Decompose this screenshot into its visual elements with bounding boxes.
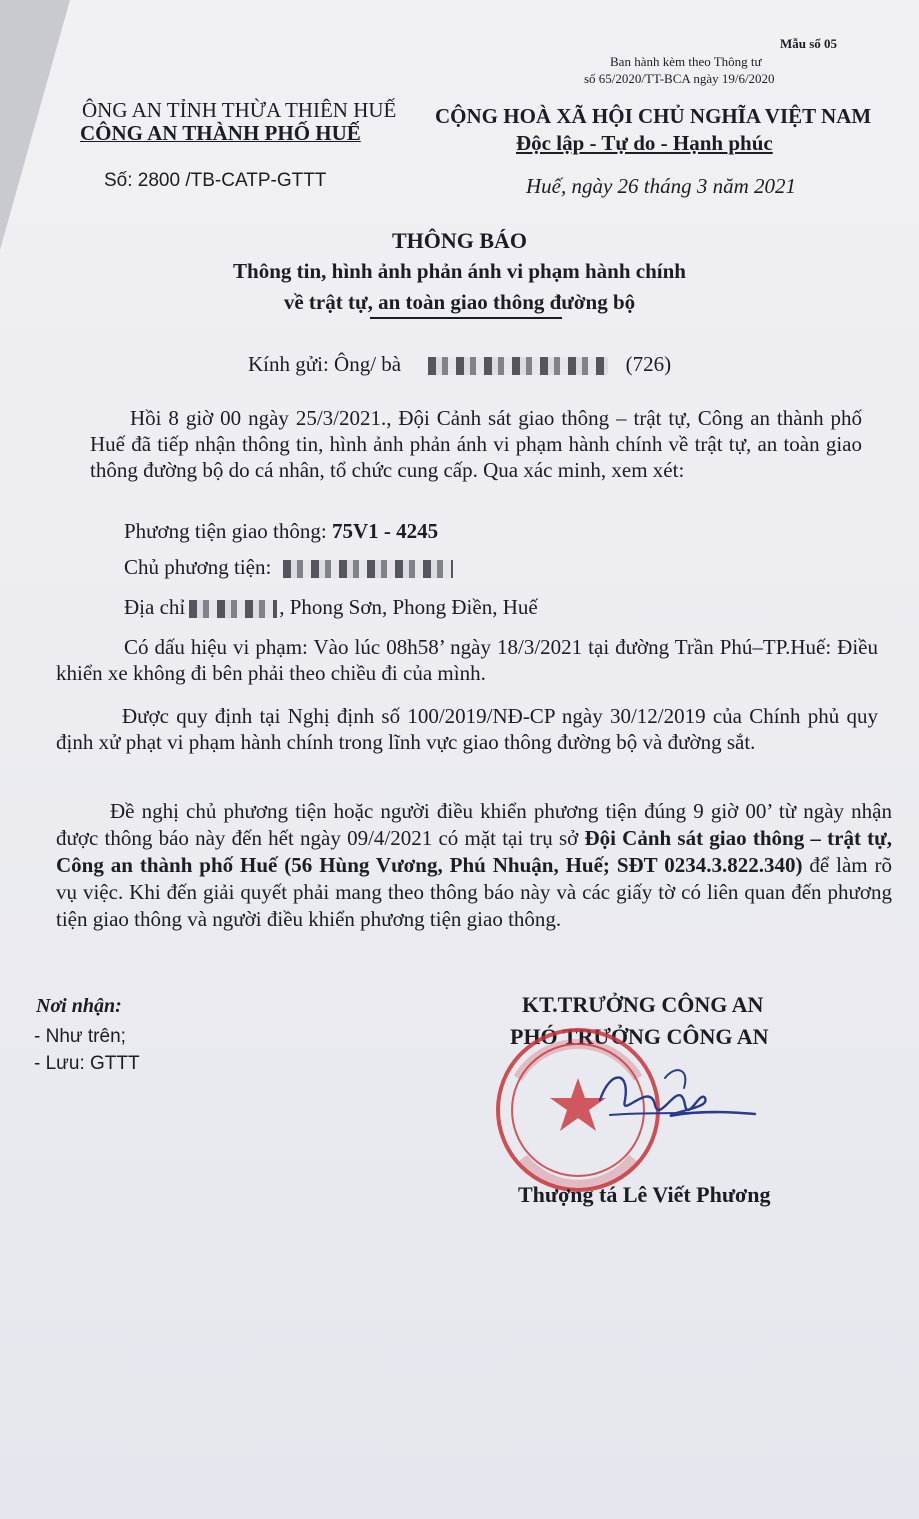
page-fold-shadow <box>0 0 70 250</box>
nation-motto: Độc lập - Tự do - Hạnh phúc <box>516 131 773 155</box>
signature-title-2: PHÓ TRƯỞNG CÔNG AN <box>510 1024 769 1049</box>
nation-name: CỘNG HOÀ XÃ HỘI CHỦ NGHĨA VIỆT NAM <box>435 104 872 128</box>
redacted-owner <box>283 560 453 578</box>
address-line <box>124 595 538 620</box>
request-office: Đội Cảnh sát giao thông – trật tự, Công an thành phố Huế (56 Hùng Vương, Phú Nhuận, Huế; SĐT 0234.3.822.340) <box>56 826 893 877</box>
form-code: Mẫu số 05 <box>780 36 838 51</box>
addressee-label: Kính gửi: Ông/ bà <box>248 352 402 376</box>
request-start: Đề nghị chủ phương tiện hoặc người điều khiển phương tiện đúng 9 giờ 00’ từ ngày nhận được thông báo này đến hết ngày 09/4/2021 có mặt tại trụ sở <box>56 799 892 850</box>
paragraph-request <box>56 798 892 933</box>
document-subtitle-2: về trật tự, an toàn giao thông đường bộ <box>283 290 636 314</box>
vehicle-line <box>124 519 438 544</box>
addressee-code: (726) <box>625 352 672 376</box>
recipient-item: - Như trên; <box>34 1026 126 1047</box>
document-subtitle-1: Thông tin, hình ảnh phản ánh vi phạm hành chính <box>233 259 686 283</box>
doc-number: Số: 2800 /TB-CATP-GTTT <box>104 170 327 191</box>
document-title: THÔNG BÁO <box>391 228 528 253</box>
agency-name: CÔNG AN THÀNH PHỐ HUẾ <box>80 121 361 145</box>
paragraph-regulation: Được quy định tại Nghị định số 100/2019/NĐ-CP ngày 30/12/2019 của Chính phủ quy định xử phạt vi phạm hành chính trong lĩnh vực giao thông đường bộ và đường sắt. <box>56 704 878 754</box>
signer-name: Thượng tá Lê Viết Phương <box>518 1182 771 1207</box>
agency-parent: ÔNG AN TỈNH THỪA THIÊN HUẾ <box>82 98 397 122</box>
signature-title-1: KT.TRƯỞNG CÔNG AN <box>522 992 764 1017</box>
redacted-name <box>428 357 608 375</box>
recipients-heading: Nơi nhận: <box>36 995 122 1017</box>
request-end: để làm rõ vụ việc. Khi đến giải quyết phải mang theo thông báo này và các giấy tờ có liên quan đến phương tiện giao thông và người điều khiển phương tiện giao thông. <box>56 853 892 931</box>
paragraph-receipt: Hồi 8 giờ 00 ngày 25/3/2021., Đội Cảnh sát giao thông – trật tự, Công an thành phố Huế đã tiếp nhận thông tin, hình ảnh phản ánh vi phạm hành chính về trật tự, an toàn giao thông đường bộ do cá nhân, tổ chức cung cấp. Qua xác minh, xem xét: <box>90 406 862 482</box>
owner-label: Chủ phương tiện: <box>124 555 272 579</box>
issue-date: Huế, ngày 26 tháng 3 năm 2021 <box>526 174 797 198</box>
redacted-address <box>189 600 277 618</box>
paragraph-violation: Có dấu hiệu vi phạm: Vào lúc 08h58’ ngày 18/3/2021 tại đường Trần Phú–TP.Huế: Điều khiển xe không đi bên phải theo chiều đi của mình. <box>56 635 878 685</box>
owner-line <box>124 555 453 580</box>
vehicle-label: Phương tiện giao thông: <box>124 519 332 543</box>
form-circular: số 65/2020/TT-BCA ngày 19/6/2020 <box>584 71 775 86</box>
addressee-line <box>248 352 671 377</box>
form-issued-with: Ban hành kèm theo Thông tư <box>610 54 762 69</box>
address-value: , Phong Sơn, Phong Điền, Huế <box>279 595 538 619</box>
title-underline <box>370 317 562 319</box>
vehicle-plate: 75V1 - 4245 <box>331 519 439 543</box>
address-label-text: Địa chỉ <box>124 595 186 619</box>
handwritten-signature <box>580 1060 770 1150</box>
recipient-item: - Lưu: GTTT <box>34 1053 140 1074</box>
